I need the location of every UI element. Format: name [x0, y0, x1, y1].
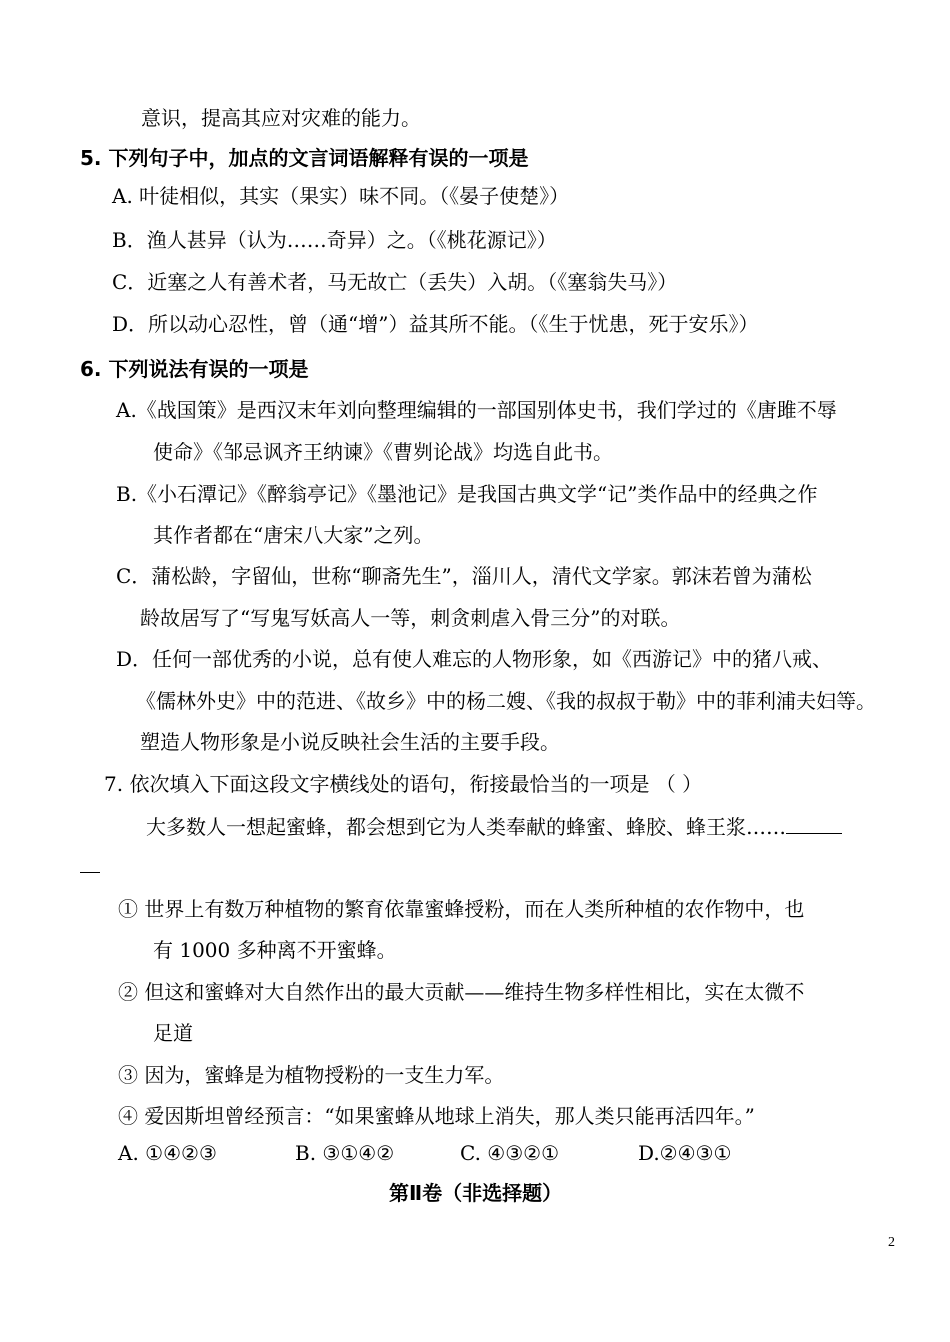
- question-5-title: 5. 下列句子中，加点的文言词语解释有误的一项是: [80, 146, 529, 170]
- question-6-option-b-cont: 其作者都在“唐宋八大家”之列。: [153, 523, 434, 547]
- question-6-option-a-cont: 使命》《邹忌讽齐王纳谏》《曹刿论战》均选自此书。: [153, 440, 613, 464]
- question-5-option-b: B．渔人甚异（认为……奇异）之。（《桃花源记》）: [112, 228, 557, 252]
- question-7-choice-a: A. ①④②③: [118, 1141, 217, 1165]
- question-7-sentence-1: ① 世界上有数万种植物的繁育依靠蜜蜂授粉，而在人类所种植的农作物中，也: [118, 897, 805, 921]
- question-6-option-a: A.《战国策》是西汉末年刘向整理编辑的一部国别体史书，我们学过的《唐雎不辱: [116, 398, 837, 422]
- question-7-choice-b: B. ③①④②: [295, 1141, 395, 1165]
- question-6-option-c-cont: 龄故居写了“写鬼写妖高人一等，刺贪刺虐入骨三分”的对联。: [140, 606, 681, 630]
- question-7-passage-text: 大多数人一想起蜜蜂，都会想到它为人类奉献的蜂蜜、蜂胶、蜂王浆……: [146, 815, 786, 839]
- question-5-option-d: D．所以动心忍性，曾（通“增”）益其所不能。（《生于忧患，死于安乐》）: [112, 312, 759, 336]
- question-5-option-a: A. 叶徒相似，其实（果实）味不同。（《晏子使楚》）: [112, 184, 570, 208]
- question-7-sentence-1-cont: 有 1000 多种离不开蜜蜂。: [153, 938, 397, 962]
- question-6-option-d-cont2: 塑造人物形象是小说反映社会生活的主要手段。: [140, 730, 560, 754]
- answer-blank-cont: [80, 852, 100, 873]
- answer-blank: [786, 813, 842, 834]
- question-7-choice-c: C. ④③②①: [460, 1141, 560, 1165]
- question-7-passage: [146, 813, 842, 840]
- question-7-sentence-3: ③ 因为，蜜蜂是为植物授粉的一支生力军。: [118, 1063, 505, 1087]
- page-number: 2: [888, 1235, 895, 1250]
- question-6-option-b: B.《小石潭记》《醉翁亭记》《墨池记》是我国古典文学“记”类作品中的经典之作: [116, 482, 818, 506]
- text-line: 意识，提高其应对灾难的能力。: [141, 106, 421, 130]
- section-heading: 第Ⅱ卷（非选择题）: [389, 1181, 563, 1205]
- question-7-choice-d: D.②④③①: [638, 1141, 732, 1165]
- question-5-option-c: C．近塞之人有善术者，马无故亡（丢失）入胡。（《塞翁失马》）: [112, 270, 678, 294]
- question-7-sentence-2: ② 但这和蜜蜂对大自然作出的最大贡献——维持生物多样性相比，实在太微不: [118, 980, 805, 1004]
- question-6-option-d: D．任何一部优秀的小说，总有使人难忘的人物形象，如《西游记》中的猪八戒、: [116, 647, 833, 671]
- question-6-option-c: C．蒲松龄，字留仙，世称“聊斋先生”，淄川人，清代文学家。郭沫若曾为蒲松: [116, 564, 812, 588]
- question-7-title: 7. 依次填入下面这段文字横线处的语句，衔接最恰当的一项是 （ ）: [104, 772, 703, 796]
- question-7-sentence-2-cont: 足道: [153, 1021, 193, 1045]
- question-6-option-d-cont: 《儒林外史》中的范进、《故乡》中的杨二嫂、《我的叔叔于勒》中的菲利浦夫妇等。: [136, 689, 876, 713]
- question-7-sentence-4: ④ 爱因斯坦曾经预言：“如果蜜蜂从地球上消失，那人类只能再活四年。”: [118, 1104, 755, 1128]
- question-6-title: 6. 下列说法有误的一项是: [80, 357, 309, 381]
